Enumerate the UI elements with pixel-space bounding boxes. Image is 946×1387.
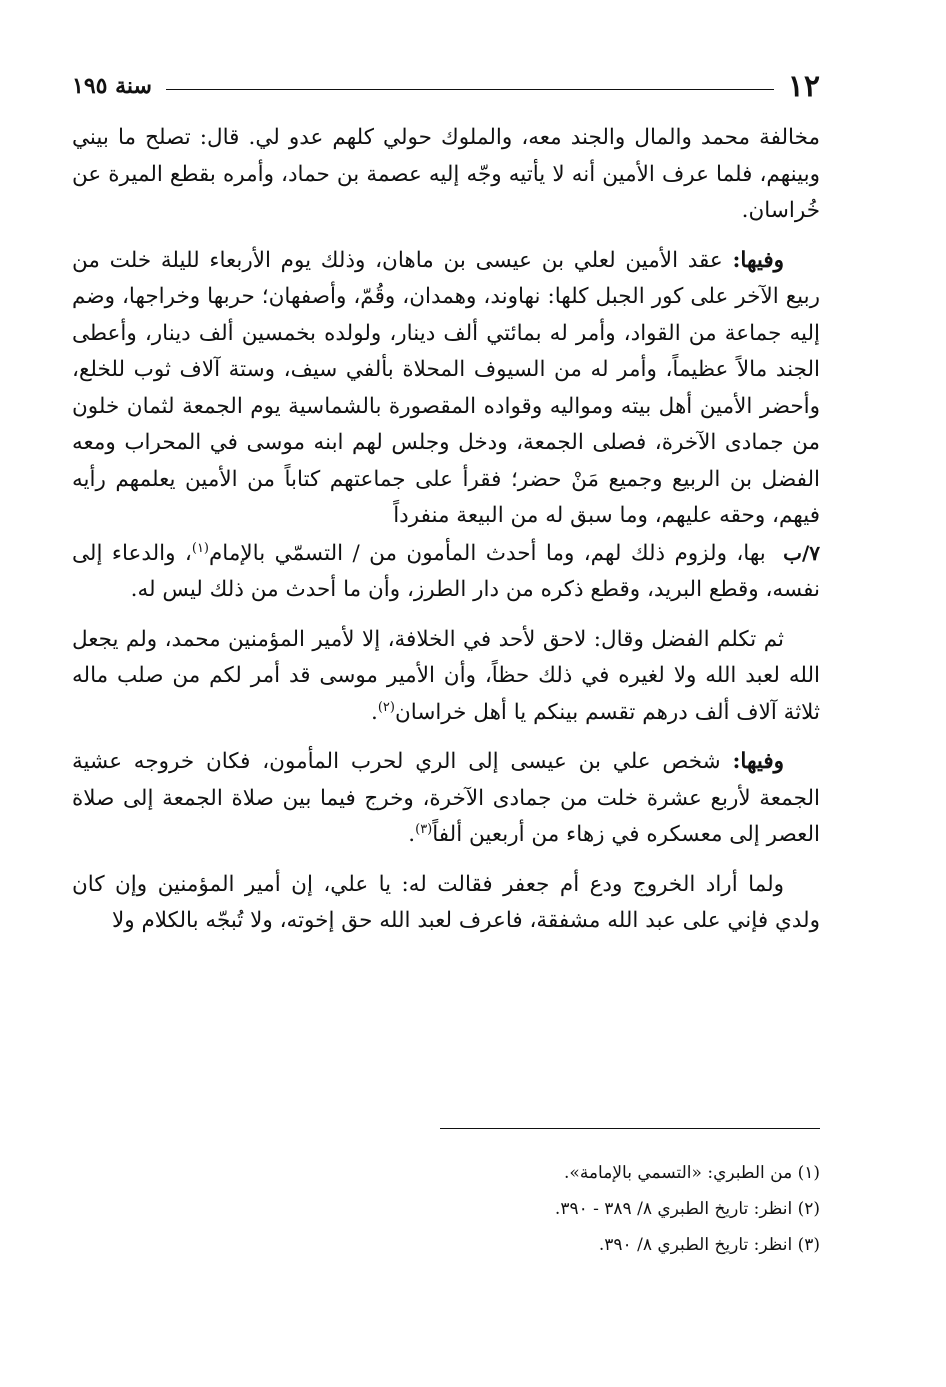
footnote-divider	[440, 1128, 820, 1129]
footnote: (٣) انظر: تاريخ الطبري ٨/ ٣٩٠.	[598, 1235, 820, 1255]
paragraph-text: شخص علي بن عيسى إلى الري لحرب المأمون، فكان خروجه عشية الجمعة لأربع عشرة خلت من جمادى الآخرة، وخرج فيما بين صلاة الجمعة إلى صلاة العصر إلى معسكره في زهاء من أربعين ألفاً	[72, 749, 820, 847]
paragraph-text: مخالفة محمد والمال والجند معه، والملوك حولي كلهم عدو لي. قال: تصلح ما بيني وبينهم، فلما عرف الأمين أنه لا يأتيه وجّه إليه عصمة بن حماد، وأمره بقطع الميرة عن خُراسان.	[72, 125, 820, 223]
paragraph-lead: وفيها:	[732, 749, 784, 774]
paragraph-text: .	[371, 699, 378, 725]
page-number: ١٢	[787, 68, 820, 104]
paragraph	[72, 243, 820, 609]
header-rule	[166, 89, 774, 90]
paragraph-text: ثم تكلم الفضل وقال: لاحق لأحد في الخلافة، إلا لأمير المؤمنين محمد، ولم يجعل الله لعبد الله ولا لغيره في ذلك حظاً، وأن الأمير موسى قد أمر لكم من صلب ماله ثلاثة آلاف ألف درهم تقسم بينكم يا أهل خراسان	[72, 626, 820, 725]
paragraph-text: ولما أراد الخروج ودع أم جعفر فقالت له: يا علي، إن أمير المؤمنين وإن كان ولدي فإني على عبد الله مشفقة، فاعرف لعبد الله حق إخوته، ولا تُبجّه بالكلام ولا	[72, 871, 820, 933]
page-header	[72, 66, 820, 106]
paragraph	[72, 622, 820, 732]
footnote-ref: (١)	[191, 540, 209, 556]
footnote: (٢) انظر: تاريخ الطبري ٨/ ٣٨٩ - ٣٩٠.	[554, 1199, 820, 1219]
paragraph	[72, 744, 820, 854]
footnote-ref: (٣)	[415, 821, 433, 837]
margin-folio-note: ٧/ب	[783, 540, 821, 565]
paragraph-text: عقد الأمين لعلي بن عيسى بن ماهان، وذلك يوم الأربعاء لليلة خلت من ربيع الآخر على كور الجبل كلها: نهاوند، وهمدان، وقُمّ، وأصفهان؛ حربها وخراجها، وضم إليه جماعة من القواد، وأمر له بمائتي ألف دينار، ولولده بخمسين ألف دينار، وأعطى الجند مالاً عظيماً، وأمر له من السيوف المحلاة بألفي سيف، وستة آلاف ثوب للخلع، وأحضر الأمين أهل بيته ومواليه وقواده المقصورة بالشماسية يوم الجمعة لثمان خلون من جمادى الآخرة، فصلى الجمعة، ودخل وجلس لهم ابنه موسى في المحراب ومعه الفضل بن الربيع وجميع مَنْ حضر؛ فقرأ على جماعتهم كتاباً من الأمين يعلمهم رأيه فيهم، وحقه عليهم، وما سبق له من البيعة منفرداً	[72, 247, 820, 528]
main-text	[72, 120, 820, 953]
paragraph-text: .	[408, 822, 416, 847]
footnote-ref: (٢)	[377, 699, 395, 715]
footnote: (١) من الطبري: «التسمي بالإمامة».	[564, 1163, 820, 1183]
footnotes	[72, 1155, 820, 1263]
paragraph-text: ، والدعاء إلى نفسه، وقطع البريد، وقطع ذكره من دار الطرز، وأن ما أحدث من ذلك ليس له.	[72, 540, 820, 602]
paragraph-text: بها، ولزوم ذلك لهم، وما أحدث المأمون من / التسمّي بالإمام	[209, 540, 776, 566]
paragraph	[72, 867, 820, 940]
paragraph	[72, 120, 820, 230]
paragraph-lead: وفيها:	[732, 247, 784, 273]
running-head: سنة ١٩٥	[72, 73, 152, 99]
